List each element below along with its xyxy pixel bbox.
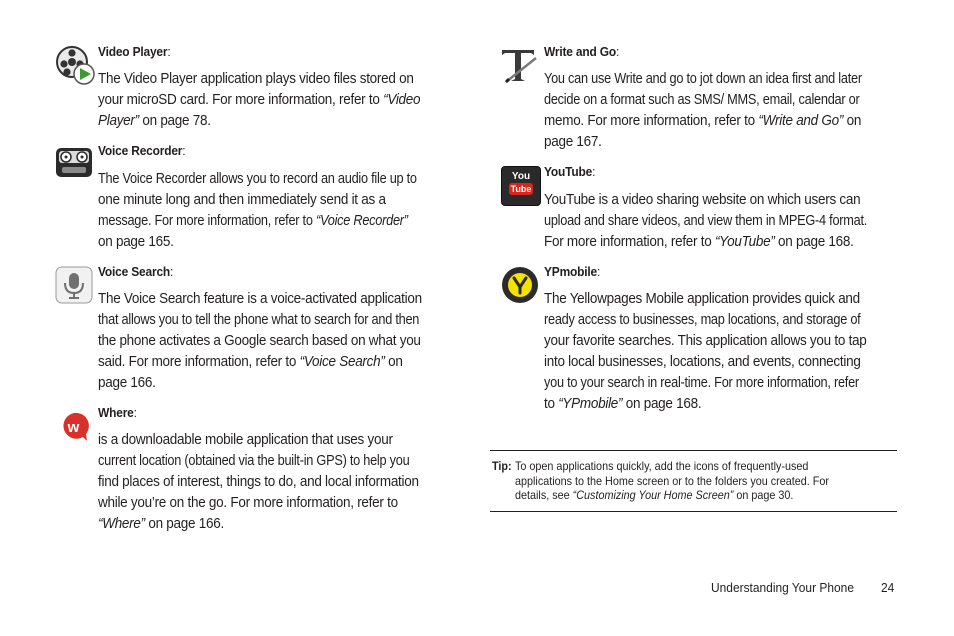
video-player-icon [55,44,97,91]
tip-box [490,450,897,512]
entry-description: You can use Write and go to jot down an idea first and later decide on a format such as SMS/ MMS, email, calendar or memo. For more information, refer to “Write and Go” on page 167. [544,70,862,150]
write-and-go-icon [498,44,538,89]
svg-text:w: w [67,419,80,436]
where-icon [59,412,89,447]
youtube-icon-tube: Tube [510,184,532,194]
entry-description: The Video Player application plays video files stored on your microSD card. For more information, refer to “Video Player” on page 78. [98,70,421,129]
voice-recorder-icon [55,145,93,184]
youtube-icon-you: You [511,171,531,182]
entry-title: Where: [98,405,137,420]
tip-text: To open applications quickly, add the icons of frequently-used applications to the Home screen or to the folders you created. For details, see “Customizing Your Home Screen” on page 30. [515,459,829,502]
microphone-icon [55,266,93,309]
entry-title: YouTube: [544,164,596,179]
tip-label: Tip: [492,459,512,473]
entry-description: The Voice Search feature is a voice-activated application that allows you to tell the phone what to search for and then the phone activates a Google search based on what you said. For more information, refer to “Voice Search” on page 166. [98,290,422,391]
entry-title: YPmobile: [544,264,601,279]
entry-description: is a downloadable mobile application that uses your current location (obtained via the built-in GPS) to help you find places of interest, things to do, and local information while you’re on the go. For more information, refer to “Where” on page 166. [98,431,419,532]
ypmobile-icon [501,266,539,309]
footer-section-title: Understanding Your Phone [711,580,854,595]
entry-description: YouTube is a video sharing website on which users can upload and share videos, and view them in MPEG-4 format. For more information, refer to “YouTube” on page 168. [544,191,868,250]
footer-page-number: 24 [881,580,895,595]
entry-title: Video Player: [98,44,171,59]
entry-title: Voice Recorder: [98,143,186,158]
entry-title: Voice Search: [98,264,174,279]
entry-title: Write and Go: [544,44,620,59]
entry-description: The Yellowpages Mobile application provides quick and ready access to businesses, map locations, and storage of your favorite searches. This application allows you to tap into local businesses, locations, and events, connecting you to your search in real-time. For more information, refer to “YPmobile” on page 168. [544,290,867,412]
entry-description: The Voice Recorder allows you to record an audio file up to one minute long and then immediately send it as a message. For more information, refer to “Voice Recorder” on page 165. [98,170,417,250]
youtube-icon [501,166,541,206]
